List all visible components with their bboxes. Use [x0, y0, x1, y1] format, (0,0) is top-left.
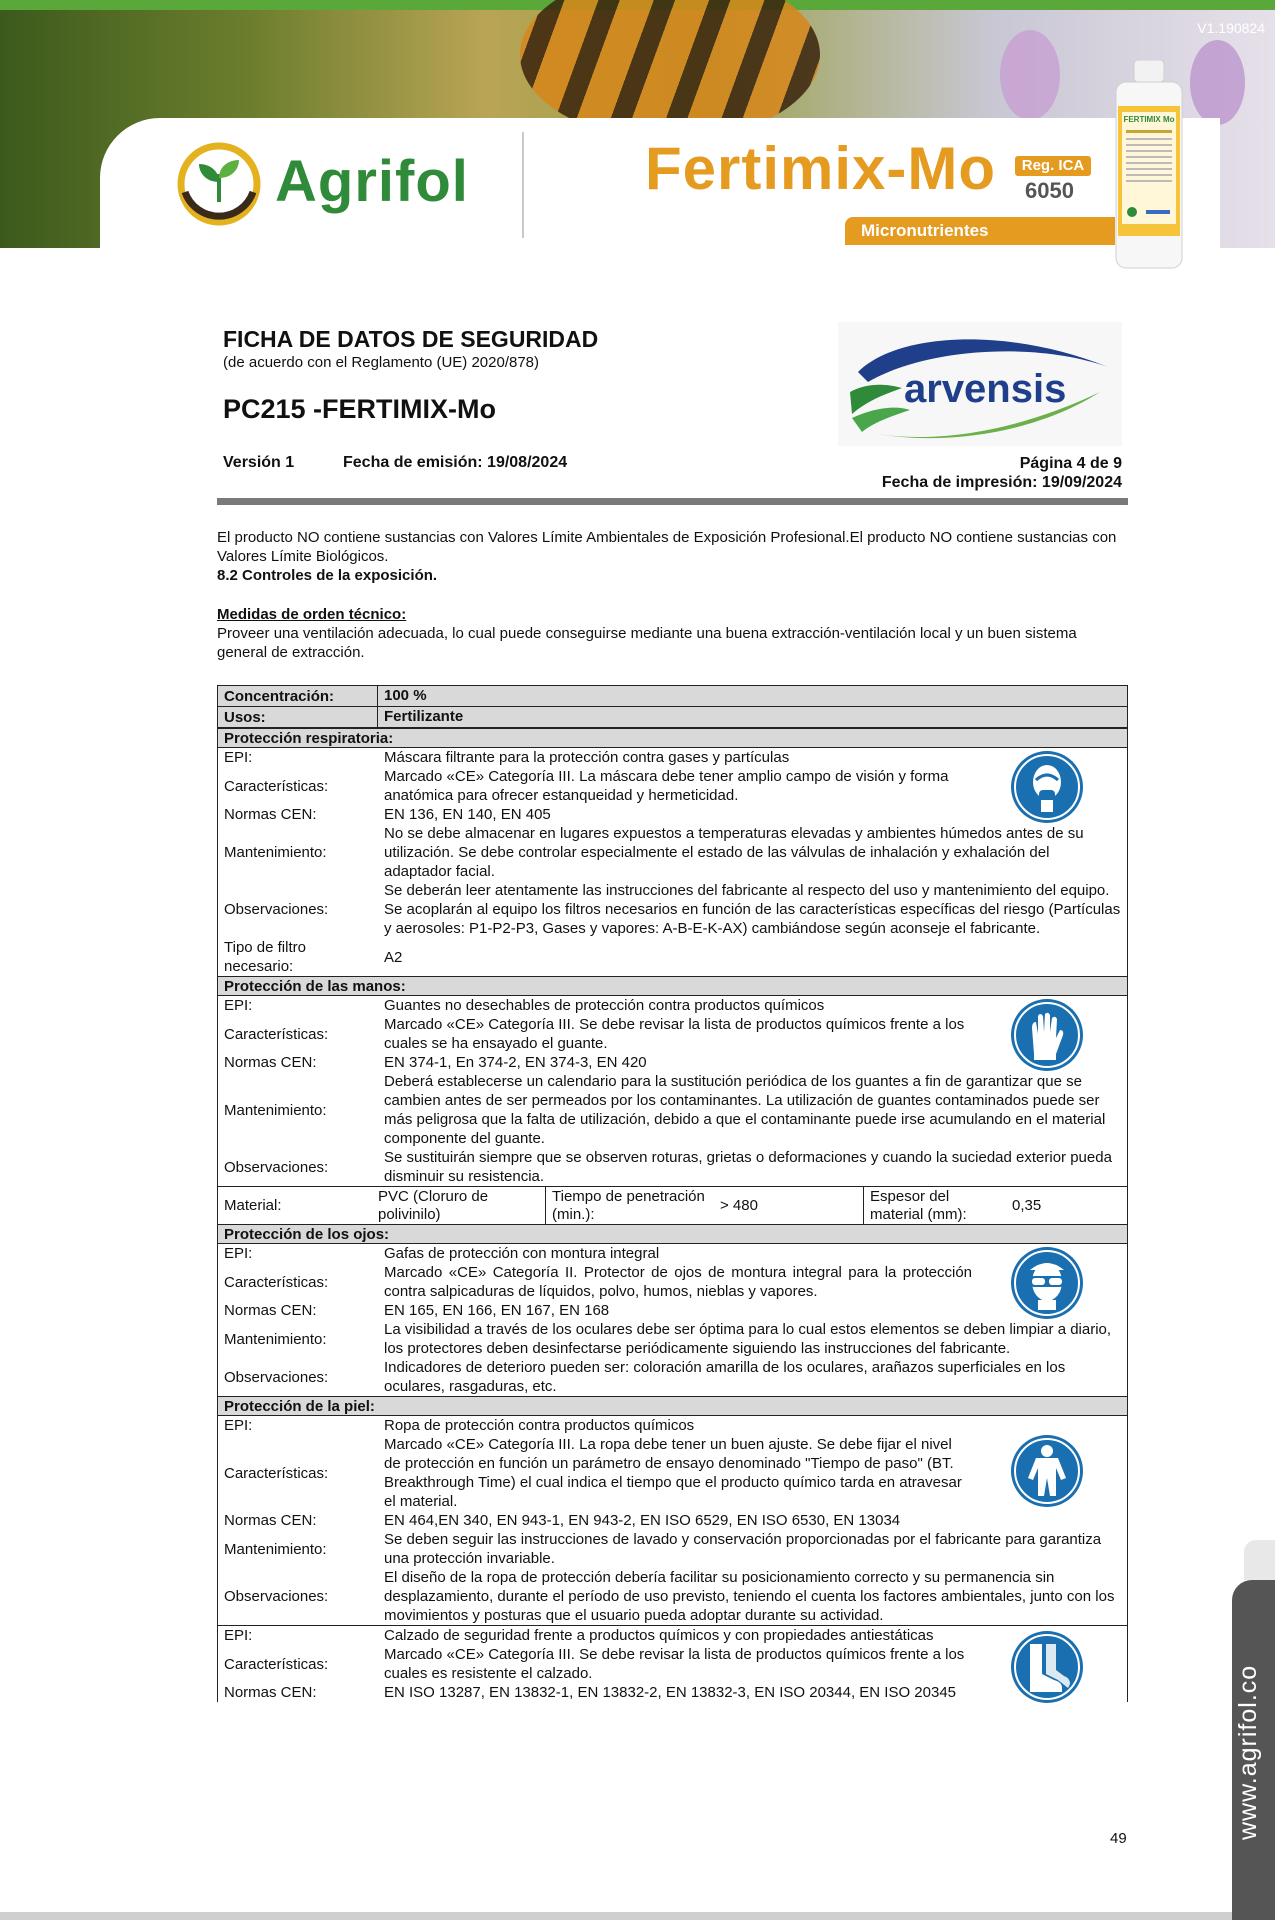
thickness-value: 0,35: [1012, 1196, 1042, 1214]
maintenance-value: La visibilidad a través de los oculares debe ser óptima para lo cual estos elementos se deben limpiar a diario, los protectores deben desinfectarse periódicamente siguiendo las instrucciones del fabricante.: [384, 1321, 1112, 1357]
thickness-label: Espesor del material (mm):: [870, 1187, 967, 1223]
epi-value: Guantes no desechables de protección contra productos químicos: [384, 997, 825, 1014]
maintenance-label: Mantenimiento:: [224, 1540, 327, 1558]
observations-label: Observaciones:: [224, 1588, 329, 1605]
gloves-icon: [1010, 998, 1084, 1072]
eyes-observations-row: [217, 1358, 1128, 1396]
product-bottle-image: [1112, 60, 1186, 270]
page-number: 49: [1110, 1830, 1127, 1847]
epi-label: EPI:: [224, 1245, 253, 1262]
document-title: FICHA DE DATOS DE SEGURIDAD: [223, 326, 599, 352]
eyes-cen-row: [217, 1301, 1128, 1320]
respiratory-section: [217, 728, 1128, 976]
maintenance-label: Mantenimiento:: [224, 1101, 327, 1119]
uses-row: [217, 707, 1128, 728]
brand-name: Agrifol: [275, 149, 469, 214]
category-badge: Micronutrientes: [845, 217, 1115, 245]
epi-value: Gafas de protección con montura integral: [384, 1245, 660, 1262]
characteristics-label: Características:: [224, 1273, 329, 1291]
section-heading: 8.2 Controles de la exposición.: [217, 567, 438, 584]
product-name: Fertimix-Mo: [645, 135, 997, 202]
issue-date: Fecha de emisión: 19/08/2024: [343, 454, 568, 471]
header-rule: [217, 498, 1128, 505]
product-code: PC215 -FERTIMIX-Mo: [223, 394, 497, 424]
hands-observations-row: [217, 1148, 1128, 1186]
safety-boots-icon: [1010, 1630, 1084, 1704]
penetration-time-value: > 480: [714, 1187, 864, 1224]
cen-label: Normas CEN:: [224, 1302, 317, 1319]
arvensis-logo: [838, 322, 1122, 446]
observations-label: Observaciones:: [224, 901, 329, 918]
protection-table: [217, 685, 1128, 1702]
cen-value: EN 165, EN 166, EN 167, EN 168: [384, 1302, 610, 1319]
reg-ica-number: 6050: [1025, 178, 1074, 203]
hands-characteristics-row: [217, 1015, 1128, 1053]
maintenance-value: Deberá establecerse un calendario para la sustitución periódica de los guantes a fin de garantizar que se cambien antes de ser permeados por los contaminantes. La utilización de guantes contaminados puede ser más peligrosa que la falta de utilización, debido a que el contaminante puede irse acumulando en el material componente del guante.: [384, 1073, 1106, 1147]
penetration-time-label: Tiempo de penetración (min.):: [552, 1187, 705, 1223]
cen-label: Normas CEN:: [224, 806, 317, 823]
svg-text:FERTIMIX Mo: FERTIMIX Mo: [1123, 115, 1175, 124]
respirator-mask-icon: [1010, 750, 1084, 824]
maintenance-value: Se deben seguir las instrucciones de lavado y conservación proporcionadas por el fabricante para garantiza una protección invariable.: [384, 1531, 1102, 1567]
uses-label: Usos:: [218, 707, 378, 727]
flower-image: [1000, 30, 1060, 120]
footwear-cen-row: [217, 1683, 1128, 1702]
material-value: PVC (Cloruro de polivinilo): [378, 1187, 546, 1224]
banner-divider: [522, 132, 524, 238]
skin-cen-row: [217, 1511, 1128, 1530]
characteristics-label: Características:: [224, 777, 329, 795]
agrifol-logo: [175, 140, 495, 230]
maintenance-value: No se debe almacenar en lugares expuestos a temperaturas elevadas y ambientes húmedos antes de su utilización. Se debe controlar especialmente el estado de las válvulas de inhalación y exhalación del adaptador facial.: [384, 825, 1084, 880]
observations-label: Observaciones:: [224, 1158, 329, 1176]
filter-value: A2: [384, 948, 403, 966]
observations-label: Observaciones:: [224, 1368, 329, 1386]
footwear-characteristics-row: [217, 1645, 1128, 1683]
characteristics-value: Marcado «CE» Categoría III. La máscara debe tener amplio campo de visión y forma anatómica para ofrecer estanqueidad y hermeticidad.: [384, 768, 949, 804]
observations-value: Indicadores de deterioro pueden ser: coloración amarilla de los oculares, arañazos superficiales en los oculares, rasgaduras, etc.: [384, 1359, 1066, 1395]
intro-paragraph: [217, 528, 1128, 585]
characteristics-value: Marcado «CE» Categoría II. Protector de ojos de montura integral para la protección contra salpicaduras de líquidos, polvo, humos, nieblas y vapores.: [384, 1264, 972, 1300]
material-label: Material:: [224, 1196, 282, 1214]
respiratory-maintenance-row: [217, 824, 1128, 881]
epi-value: Máscara filtrante para la protección contra gases y partículas: [384, 749, 790, 766]
hands-cen-row: [217, 1053, 1128, 1072]
cen-label: Normas CEN:: [224, 1054, 317, 1071]
hands-section: [217, 976, 1128, 1224]
website-link[interactable]: www.agrifol.co: [1234, 1664, 1262, 1840]
maintenance-label: Mantenimiento:: [224, 844, 327, 861]
epi-label: EPI:: [224, 997, 253, 1014]
skin-maintenance-row: [217, 1530, 1128, 1568]
cen-label: Normas CEN:: [224, 1512, 317, 1529]
version-label: Versión 1: [223, 454, 295, 471]
concentration-value: 100 %: [378, 686, 1127, 706]
characteristics-value: Marcado «CE» Categoría III. Se debe revisar la lista de productos químicos frente a los cuales es resistente el calzado.: [384, 1646, 965, 1682]
epi-label: EPI:: [224, 749, 253, 766]
skin-epi-row: [217, 1416, 1128, 1435]
skin-characteristics-row: [217, 1435, 1128, 1511]
eyes-section: [217, 1224, 1128, 1396]
observations-value: Se sustituirán siempre que se observen roturas, grietas o deformaciones y cuando la suciedad exterior pueda disminuir su resistencia.: [384, 1149, 1112, 1185]
respiratory-epi-row: [217, 748, 1128, 767]
respiratory-cen-row: [217, 805, 1128, 824]
respiratory-filter-row: [217, 938, 1128, 976]
respiratory-heading: Protección respiratoria:: [217, 728, 1128, 748]
maintenance-label: Mantenimiento:: [224, 1330, 327, 1348]
characteristics-value: Marcado «CE» Categoría III. La ropa debe tener un buen ajuste. Se debe fijar el nivel de protección en función un parámetro de ensayo denominado "Tiempo de paso" (BT. Breakthrough Time) el cual indica el tiempo que el producto químico tarda en atravesar el material.: [384, 1436, 962, 1510]
characteristics-label: Características:: [224, 1464, 329, 1482]
page-info: [882, 454, 1122, 492]
technical-measures: [217, 605, 1128, 662]
footwear-section: [217, 1625, 1128, 1702]
cen-label: Normas CEN:: [224, 1684, 317, 1701]
respiratory-characteristics-row: [217, 767, 1128, 805]
document-subtitle: (de acuerdo con el Reglamento (UE) 2020/878): [223, 354, 540, 371]
reg-ica-label: Reg. ICA: [1015, 156, 1091, 176]
eyes-epi-row: [217, 1244, 1128, 1263]
hands-epi-row: [217, 996, 1128, 1015]
protective-suit-icon: [1010, 1434, 1084, 1508]
print-date: Fecha de impresión: 19/09/2024: [881, 474, 1122, 491]
characteristics-label: Características:: [224, 1025, 329, 1043]
eyes-maintenance-row: [217, 1320, 1128, 1358]
observations-value: El diseño de la ropa de protección debería facilitar su posicionamiento correcto y su permanencia sin desplazamiento, durante el período de uso previsto, teniendo el cuenta los factores ambientales, junto con los movimientos y posturas que el usuario pueda adoptar durante su actividad.: [384, 1569, 1115, 1624]
cen-value: EN 464,EN 340, EN 943-1, EN 943-2, EN ISO 6529, EN ISO 6530, EN 13034: [384, 1512, 901, 1529]
footwear-epi-row: [217, 1626, 1128, 1645]
characteristics-label: Características:: [224, 1655, 329, 1673]
hands-heading: Protección de las manos:: [217, 976, 1128, 996]
concentration-label: Concentración:: [218, 686, 378, 706]
eyes-heading: Protección de los ojos:: [217, 1224, 1128, 1244]
glove-material-row: [217, 1186, 1128, 1224]
agrifol-logo-mark-icon: [175, 140, 263, 228]
epi-value: Calzado de seguridad frente a productos químicos y con propiedades antiestáticas: [384, 1627, 934, 1644]
page-indicator: Página 4 de 9: [1019, 455, 1122, 472]
version-code: V1.190824: [1197, 20, 1265, 36]
skin-observations-row: [217, 1568, 1128, 1625]
cen-value: EN 374-1, En 374-2, EN 374-3, EN 420: [384, 1054, 647, 1071]
cen-value: EN ISO 13287, EN 13832-1, EN 13832-2, EN 13832-3, EN ISO 20344, EN ISO 20345: [384, 1684, 957, 1701]
skin-section: [217, 1396, 1128, 1625]
flower-image: [1190, 40, 1245, 125]
skin-heading: Protección de la piel:: [217, 1396, 1128, 1416]
characteristics-value: Marcado «CE» Categoría III. Se debe revisar la lista de productos químicos frente a los cuales se ha ensayado el guante.: [384, 1016, 965, 1052]
observations-value: Se deberán leer atentamente las instrucciones del fabricante al respecto del uso y mantenimiento del equipo. Se acoplarán al equipo los filtros necesarios en función de las características específicas del riesgo (Partículas y aerosoles: P1-P2-P3, Gases y vapores: A-B-E-K-AX) cambiándose según aconseje el fabricante.: [384, 882, 1121, 937]
epi-label: EPI:: [224, 1627, 253, 1644]
epi-label: EPI:: [224, 1417, 253, 1434]
epi-value: Ropa de protección contra productos químicos: [384, 1417, 695, 1434]
bottom-bar: [0, 1912, 1232, 1920]
technical-measures-text: Proveer una ventilación adecuada, lo cual puede conseguirse mediante una buena extracción-ventilación local y un buen sistema general de extracción.: [217, 625, 1077, 661]
limit-values-text: El producto NO contiene sustancias con Valores Límite Ambientales de Exposición Profesional.El producto NO contiene sustancias con Valores Límite Biológicos.: [217, 529, 1117, 565]
side-tab-accent: [1244, 1540, 1275, 1580]
eyes-characteristics-row: [217, 1263, 1128, 1301]
respiratory-observations-row: [217, 881, 1128, 938]
technical-measures-heading: Medidas de orden técnico:: [217, 606, 407, 623]
filter-label: Tipo de filtro necesario:: [224, 939, 306, 975]
goggles-icon: [1010, 1246, 1084, 1320]
cen-value: EN 136, EN 140, EN 405: [384, 806, 551, 823]
concentration-row: [217, 685, 1128, 707]
uses-value: Fertilizante: [378, 707, 1127, 727]
hands-maintenance-row: [217, 1072, 1128, 1148]
arvensis-logo-text: arvensis: [904, 367, 1067, 411]
